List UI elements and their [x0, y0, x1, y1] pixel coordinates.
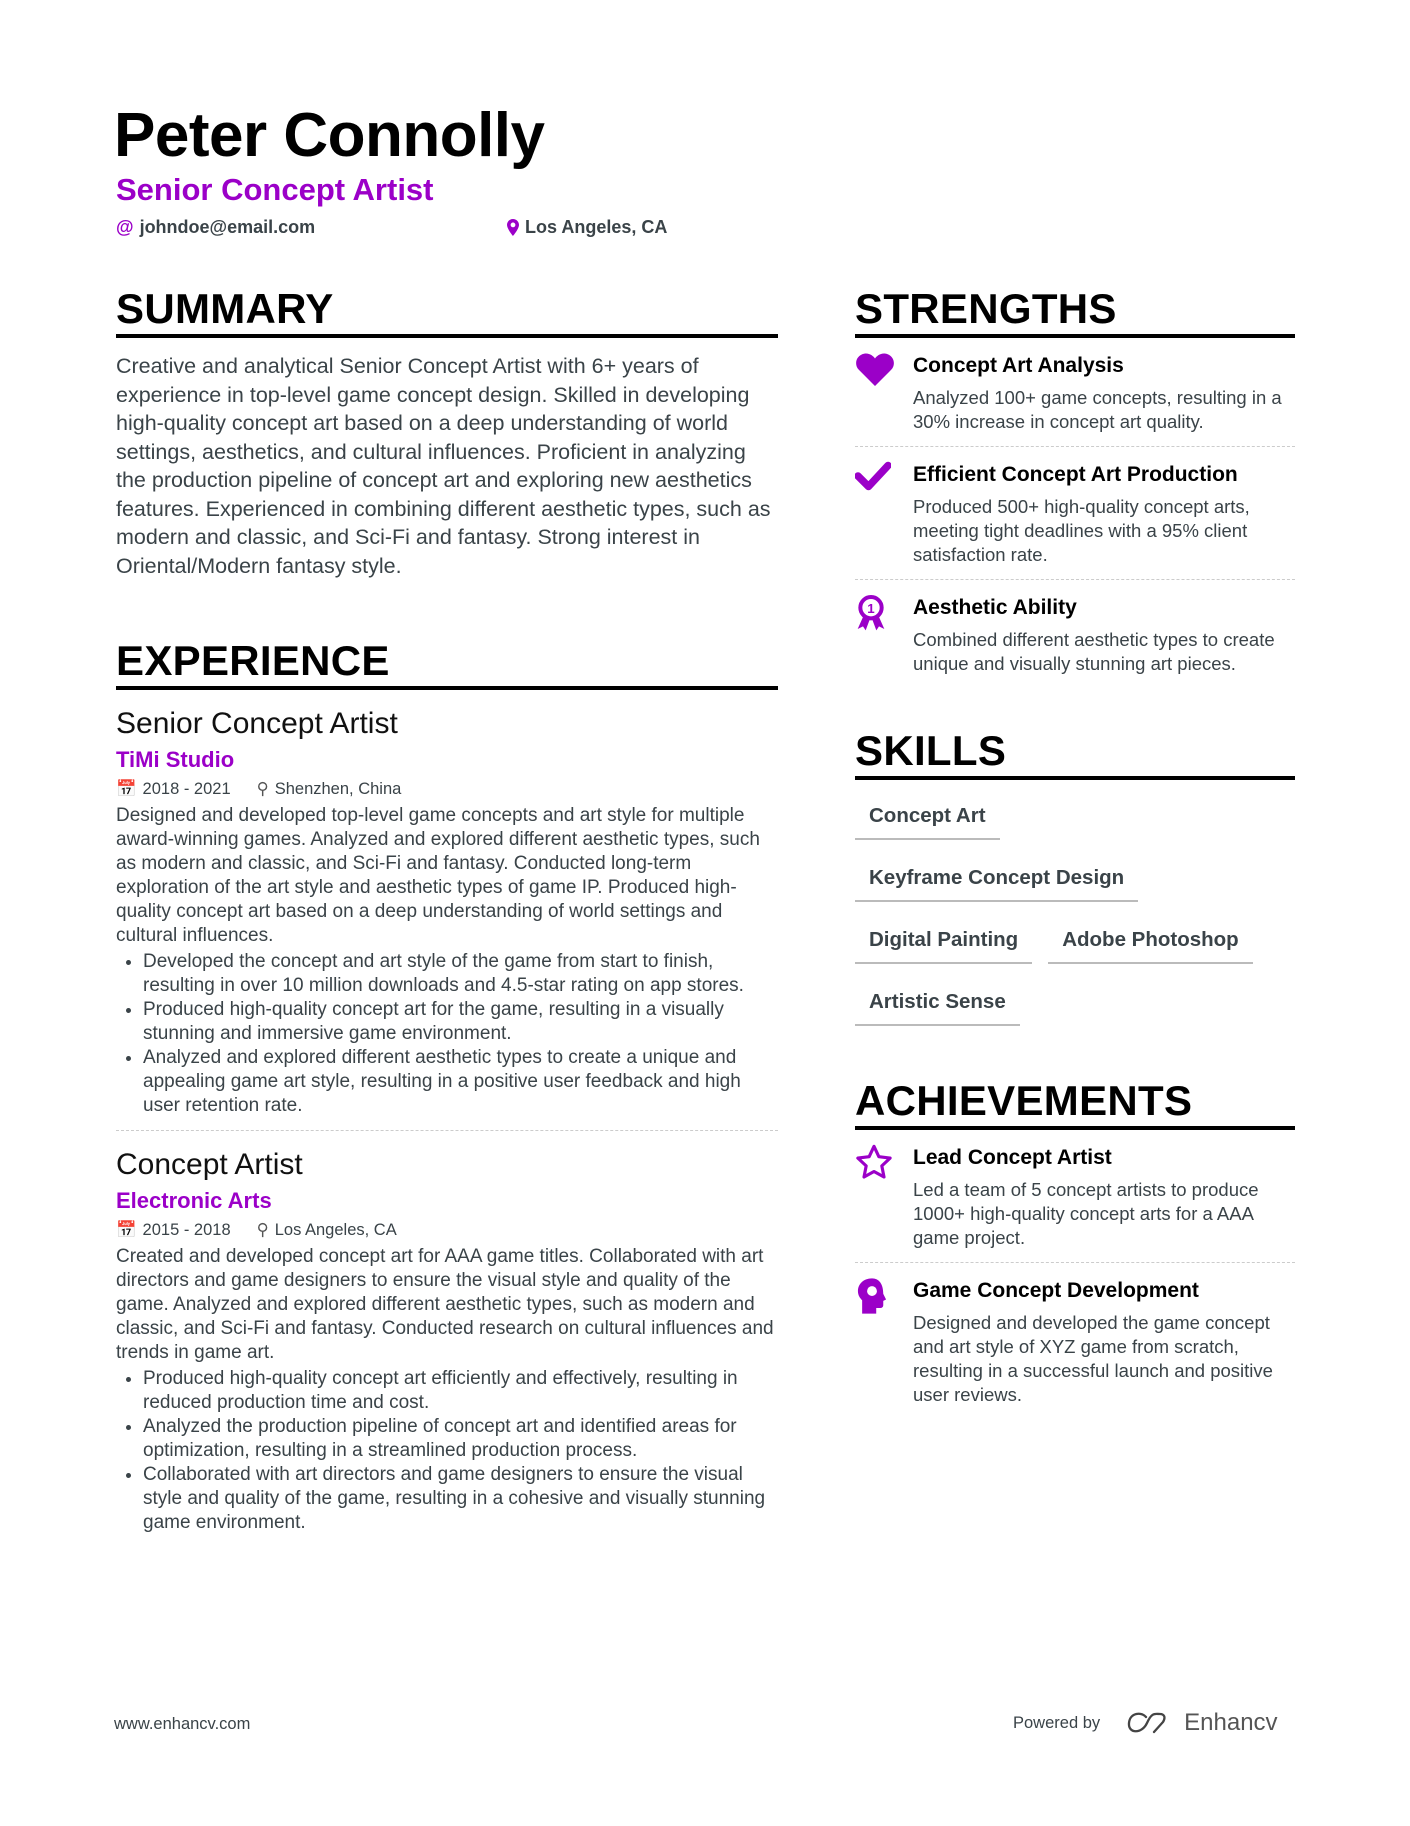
summary-heading: SUMMARY	[116, 286, 778, 338]
achievement-item	[855, 1130, 1295, 1262]
calendar-icon: 📅	[116, 780, 137, 798]
achievement-desc: Designed and developed the game concept and art style of XYZ game from scratch, resulting in a successful launch and positive user reviews.	[913, 1312, 1273, 1405]
job-title: Senior Concept Artist	[116, 707, 398, 740]
email-text: johndoe@email.com	[139, 217, 316, 237]
svg-text:1: 1	[867, 601, 875, 616]
skill-tag: Adobe Photoshop	[1048, 916, 1253, 964]
bullet: • Analyzed and explored different aesthetic types to create a unique and appealing game art style, resulting in a positive user feedback and high user retention rate.	[143, 1046, 778, 1118]
job-bullets	[116, 1367, 778, 1535]
job-entry	[116, 1147, 778, 1535]
company-name: Electronic Arts	[116, 1188, 272, 1213]
experience-heading: EXPERIENCE	[116, 638, 778, 690]
company-name: TiMi Studio	[116, 747, 235, 772]
strengths-heading: STRENGTHS	[855, 286, 1295, 338]
skill-tag: Artistic Sense	[855, 978, 1020, 1026]
location-text: Los Angeles, CA	[525, 217, 668, 237]
divider	[116, 1130, 778, 1131]
job-entry	[116, 706, 778, 1118]
location-pin-icon: ⚲	[256, 780, 269, 798]
bullet: • Collaborated with art directors and game designers to ensure the visual style and quality of the game, resulting in a cohesive and visually stunning game environment.	[143, 1463, 778, 1535]
job-dates: 2015 - 2018	[142, 1221, 231, 1239]
contact-email[interactable]	[116, 217, 315, 238]
job-location: Shenzhen, China	[274, 780, 402, 798]
award-icon	[855, 594, 887, 632]
powered-by-text: Powered by	[1013, 1713, 1101, 1732]
achievement-item	[855, 1263, 1295, 1419]
strength-item	[855, 580, 1295, 688]
strength-title: Concept Art Analysis	[913, 354, 1124, 377]
location-pin-icon	[507, 219, 519, 236]
candidate-name: Peter Connolly	[114, 101, 545, 170]
achievement-title: Game Concept Development	[913, 1279, 1199, 1302]
location-pin-icon: ⚲	[256, 1221, 269, 1239]
bullet: • Produced high-quality concept art efficiently and effectively, resulting in reduced production time and cost.	[143, 1367, 778, 1415]
strength-desc: Analyzed 100+ game concepts, resulting in a 30% increase in concept art quality.	[913, 387, 1282, 432]
job-description: Created and developed concept art for AAA game titles. Collaborated with art directors and game designers to ensure the visual style and quality of the game. Analyzed and explored different aesthetic types, such as modern and classic, and Sci-Fi and fantasy. Conducted research on cultural influences and trends in game art.	[116, 1246, 774, 1363]
skill-tag: Digital Painting	[855, 916, 1032, 964]
strength-desc: Produced 500+ high-quality concept arts, meeting tight deadlines with a 95% client satisfaction rate.	[913, 496, 1250, 565]
job-description: Designed and developed top-level game concepts and art style for multiple award-winning games. Analyzed and explored different aesthetic types, such as modern and classic, and Sci-Fi and fantasy. Conducted long-term exploration of the art style and aesthetic types of game IP. Produced high-quality concept art based on a deep understanding of world settings and cultural influences.	[116, 805, 760, 946]
skill-tag: Concept Art	[855, 792, 1000, 840]
powered-by[interactable]	[1013, 1709, 1278, 1737]
skills-heading: SKILLS	[855, 728, 1295, 780]
calendar-icon: 📅	[116, 1221, 137, 1239]
website-link[interactable]: www.enhancv.com	[114, 1715, 251, 1733]
at-icon: @	[116, 217, 134, 237]
bullet: • Produced high-quality concept art for the game, resulting in a visually stunning and immersive game environment.	[143, 998, 778, 1046]
strength-item	[855, 447, 1295, 579]
strength-desc: Combined different aesthetic types to create unique and visually stunning art pieces.	[913, 629, 1275, 674]
achievement-title: Lead Concept Artist	[913, 1146, 1112, 1169]
achievement-desc: Led a team of 5 concept artists to produce 1000+ high-quality concept arts for a AAA game project.	[913, 1179, 1259, 1248]
strength-item	[855, 338, 1295, 446]
job-title: Concept Artist	[116, 1148, 303, 1181]
enhancv-logo-icon	[1126, 1711, 1172, 1735]
summary-text: Creative and analytical Senior Concept Artist with 6+ years of experience in top-level game concept design. Skilled in developing high-quality concept art based on a deep understanding of world settings, aesthetics, and cultural influences. Proficient in analyzing the production pipeline of concept art and exploring new aesthetics features. Experienced in combining different aesthetic types, such as modern and classic, and Sci-Fi and fantasy. Strong interest in Oriental/Modern fantasy style.	[116, 354, 771, 578]
brand-name: Enhancv	[1184, 1709, 1278, 1736]
job-bullets	[116, 950, 778, 1118]
skills-list	[855, 792, 1295, 1040]
skill-tag: Keyframe Concept Design	[855, 854, 1138, 902]
left-column	[116, 286, 778, 1535]
job-location: Los Angeles, CA	[274, 1221, 397, 1239]
strength-title: Efficient Concept Art Production	[913, 463, 1238, 486]
head-idea-icon	[855, 1277, 889, 1315]
strength-title: Aesthetic Ability	[913, 596, 1077, 619]
achievements-heading: ACHIEVEMENTS	[855, 1078, 1295, 1130]
right-column	[855, 286, 1295, 1419]
contact-location	[507, 217, 667, 238]
check-icon	[855, 461, 891, 491]
bullet: • Developed the concept and art style of the game from start to finish, resulting in over 10 million downloads and 4.5-star rating on app stores.	[143, 950, 778, 998]
bullet: • Analyzed the production pipeline of concept art and identified areas for optimization, resulting in a streamlined production process.	[143, 1415, 778, 1463]
heart-icon	[855, 352, 895, 386]
candidate-title: Senior Concept Artist	[116, 172, 434, 207]
job-dates: 2018 - 2021	[142, 780, 231, 798]
star-icon	[855, 1144, 893, 1180]
